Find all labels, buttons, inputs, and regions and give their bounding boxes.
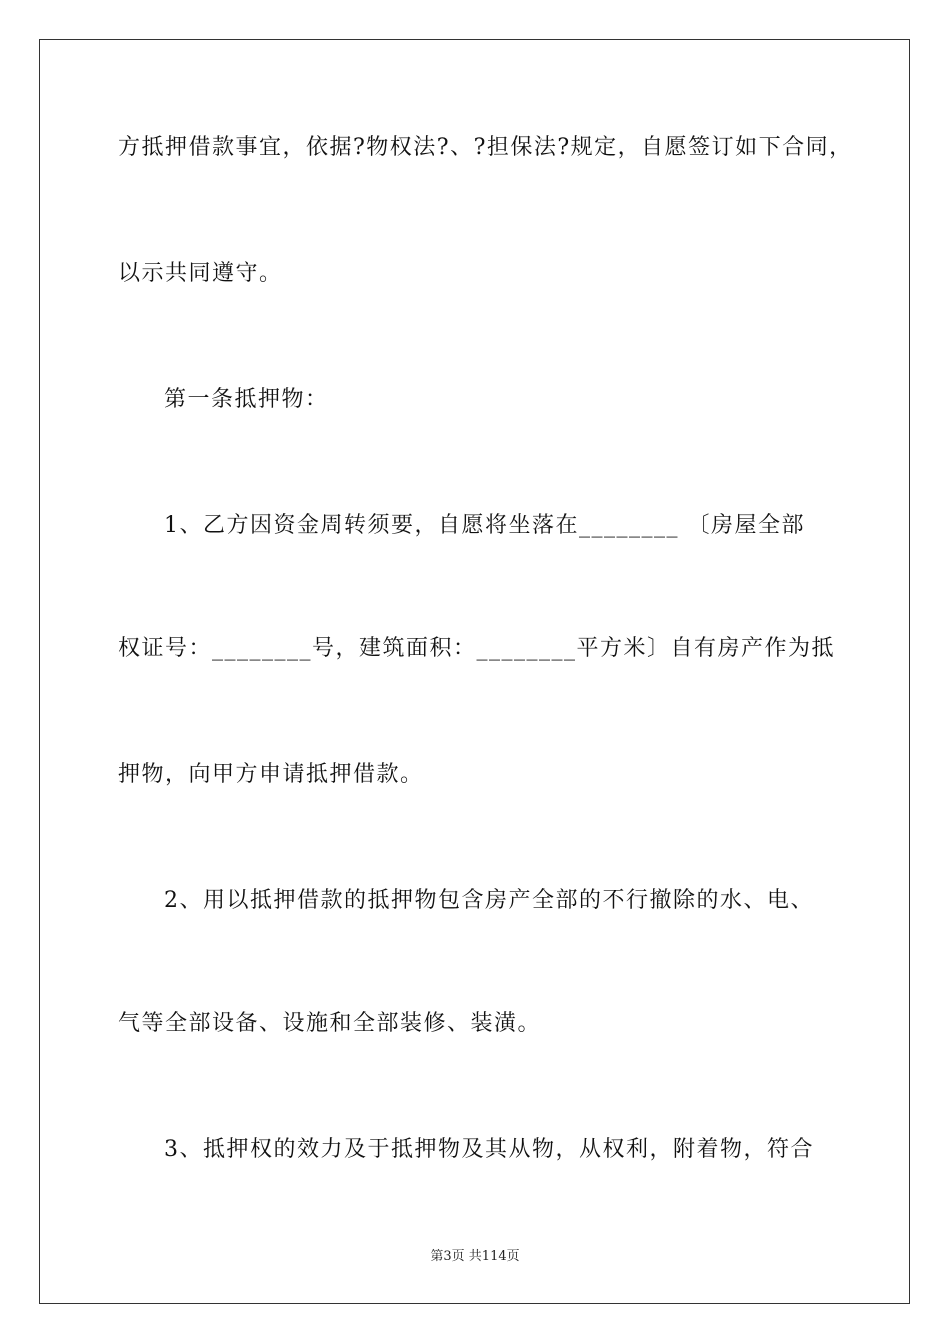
text-line-8: 气等全部设备、设施和全部装修、装潢。 [118, 1011, 542, 1036]
text-line-9: 3、抵押权的效力及于抵押物及其从物，从权利，附着物，符合 [164, 1137, 814, 1162]
text-line-1: 方抵押借款事宜，依据?物权法?、?担保法?规定，自愿签订如下合同， [118, 135, 853, 160]
text-line-5: 权证号：________号，建筑面积：________平方米〕自有房产作为抵 [118, 636, 836, 661]
article-heading: 第一条抵押物： [164, 387, 329, 412]
text-line-6: 押物，向甲方申请抵押借款。 [118, 762, 424, 787]
text-line-7: 2、用以抵押借款的抵押物包含房产全部的不行撤除的水、电、 [164, 888, 814, 913]
page-footer: 第3页 共114页 [430, 1249, 520, 1264]
text-line-4: 1、乙方因资金周转须要，自愿将坐落在________ 〔房屋全部 [164, 513, 805, 538]
page-border [39, 39, 910, 1304]
text-line-2: 以示共同遵守。 [118, 261, 283, 286]
